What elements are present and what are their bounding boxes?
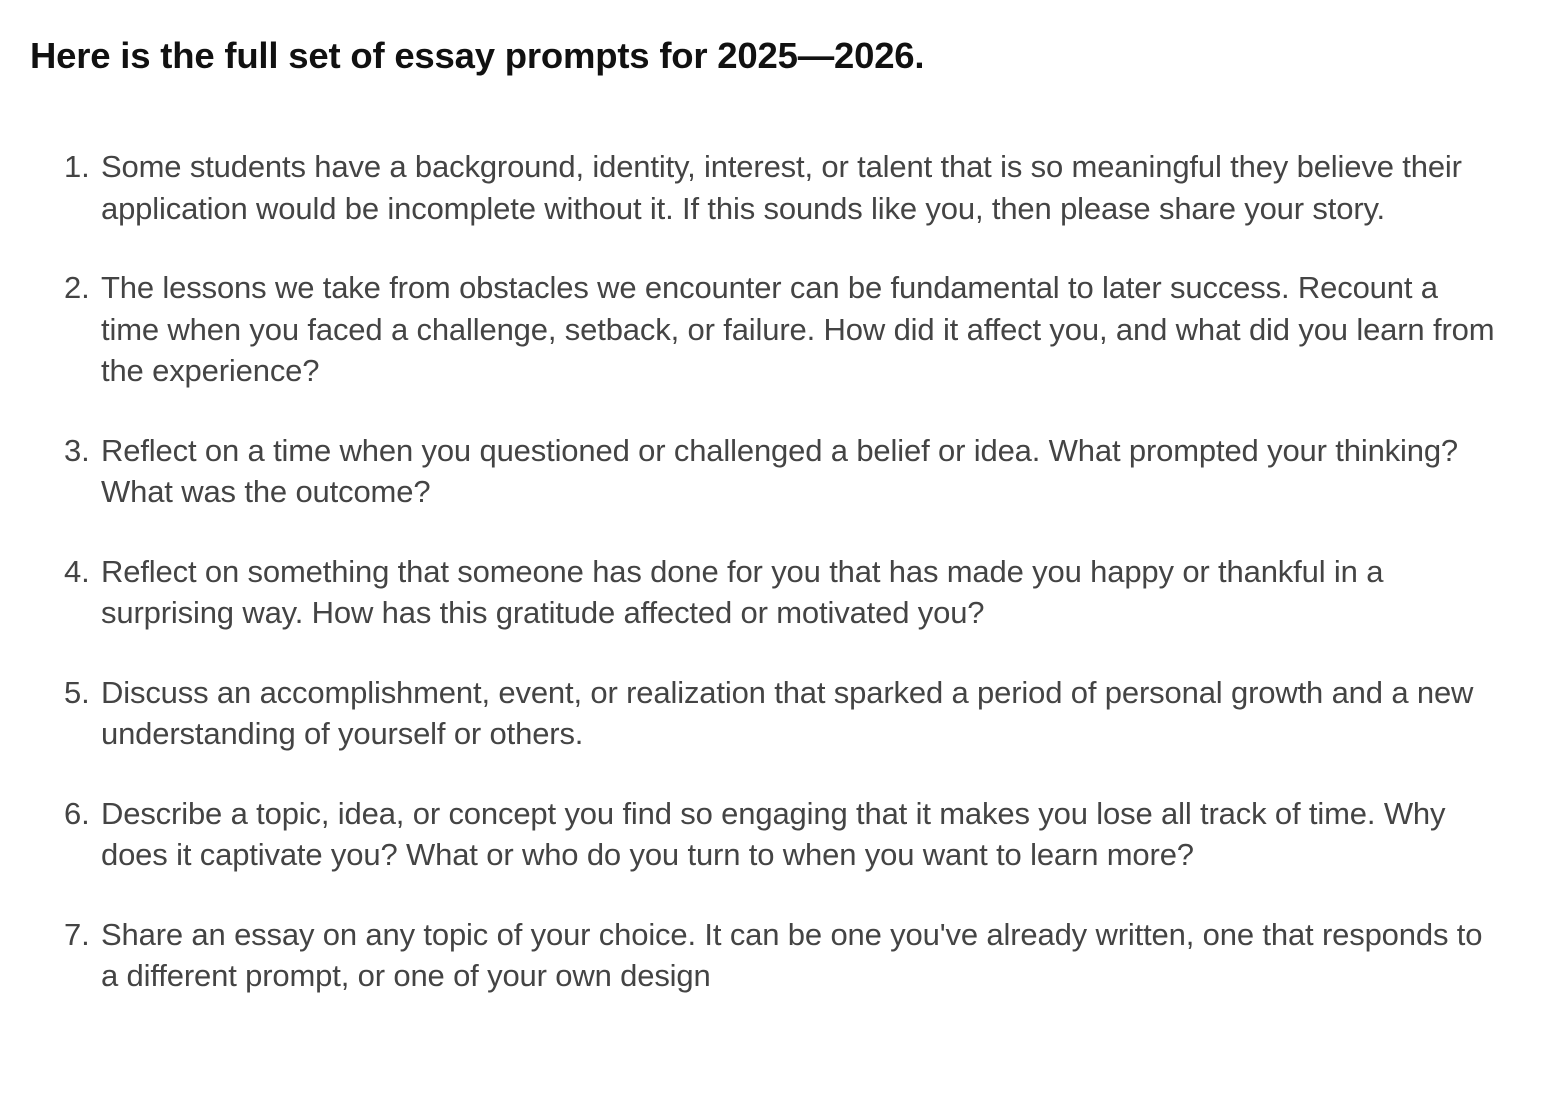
- prompt-item: [0, 793, 1501, 876]
- prompt-number: 2.: [64, 270, 90, 305]
- prompt-item: [0, 914, 1501, 997]
- prompt-text: Reflect on a time when you questioned or challenged a belief or idea. What prompted your thinking? What was the outcome?: [101, 432, 1459, 509]
- prompt-number: 7.: [64, 916, 90, 952]
- prompt-number: 6.: [64, 795, 90, 831]
- prompt-number: 1.: [64, 149, 90, 184]
- page-heading: Here is the full set of essay prompts for 2025—2026.: [30, 35, 925, 76]
- prompt-item: [0, 267, 1501, 392]
- prompt-number: 4.: [64, 553, 90, 589]
- prompt-text: The lessons we take from obstacles we encounter can be fundamental to later success. Recount a time when you faced a challenge, setback, or failure. How did it affect you, and what did you learn from the experience?: [101, 270, 1495, 388]
- prompt-item: [0, 430, 1501, 513]
- essay-prompt-list: [0, 146, 1566, 1035]
- prompt-text: Share an essay on any topic of your choice. It can be one you've already written, one that responds to a different prompt, or one of your own design: [101, 916, 1483, 993]
- prompt-item: [0, 551, 1501, 634]
- prompt-number: 5.: [64, 674, 90, 710]
- prompt-text: Some students have a background, identity, interest, or talent that is so meaningful they believe their application would be incomplete without it. If this sounds like you, then please share your story.: [101, 149, 1462, 226]
- prompt-number: 3.: [64, 432, 90, 468]
- prompt-item: [0, 146, 1501, 229]
- prompt-item: [0, 672, 1501, 755]
- prompt-text: Describe a topic, idea, or concept you find so engaging that it makes you lose all track of time. Why does it captivate you? What or who do you turn to when you want to learn more?: [101, 795, 1446, 872]
- prompt-text: Discuss an accomplishment, event, or realization that sparked a period of personal growth and a new understanding of yourself or others.: [101, 674, 1474, 751]
- prompt-text: Reflect on something that someone has done for you that has made you happy or thankful in a surprising way. How has this gratitude affected or motivated you?: [101, 553, 1384, 630]
